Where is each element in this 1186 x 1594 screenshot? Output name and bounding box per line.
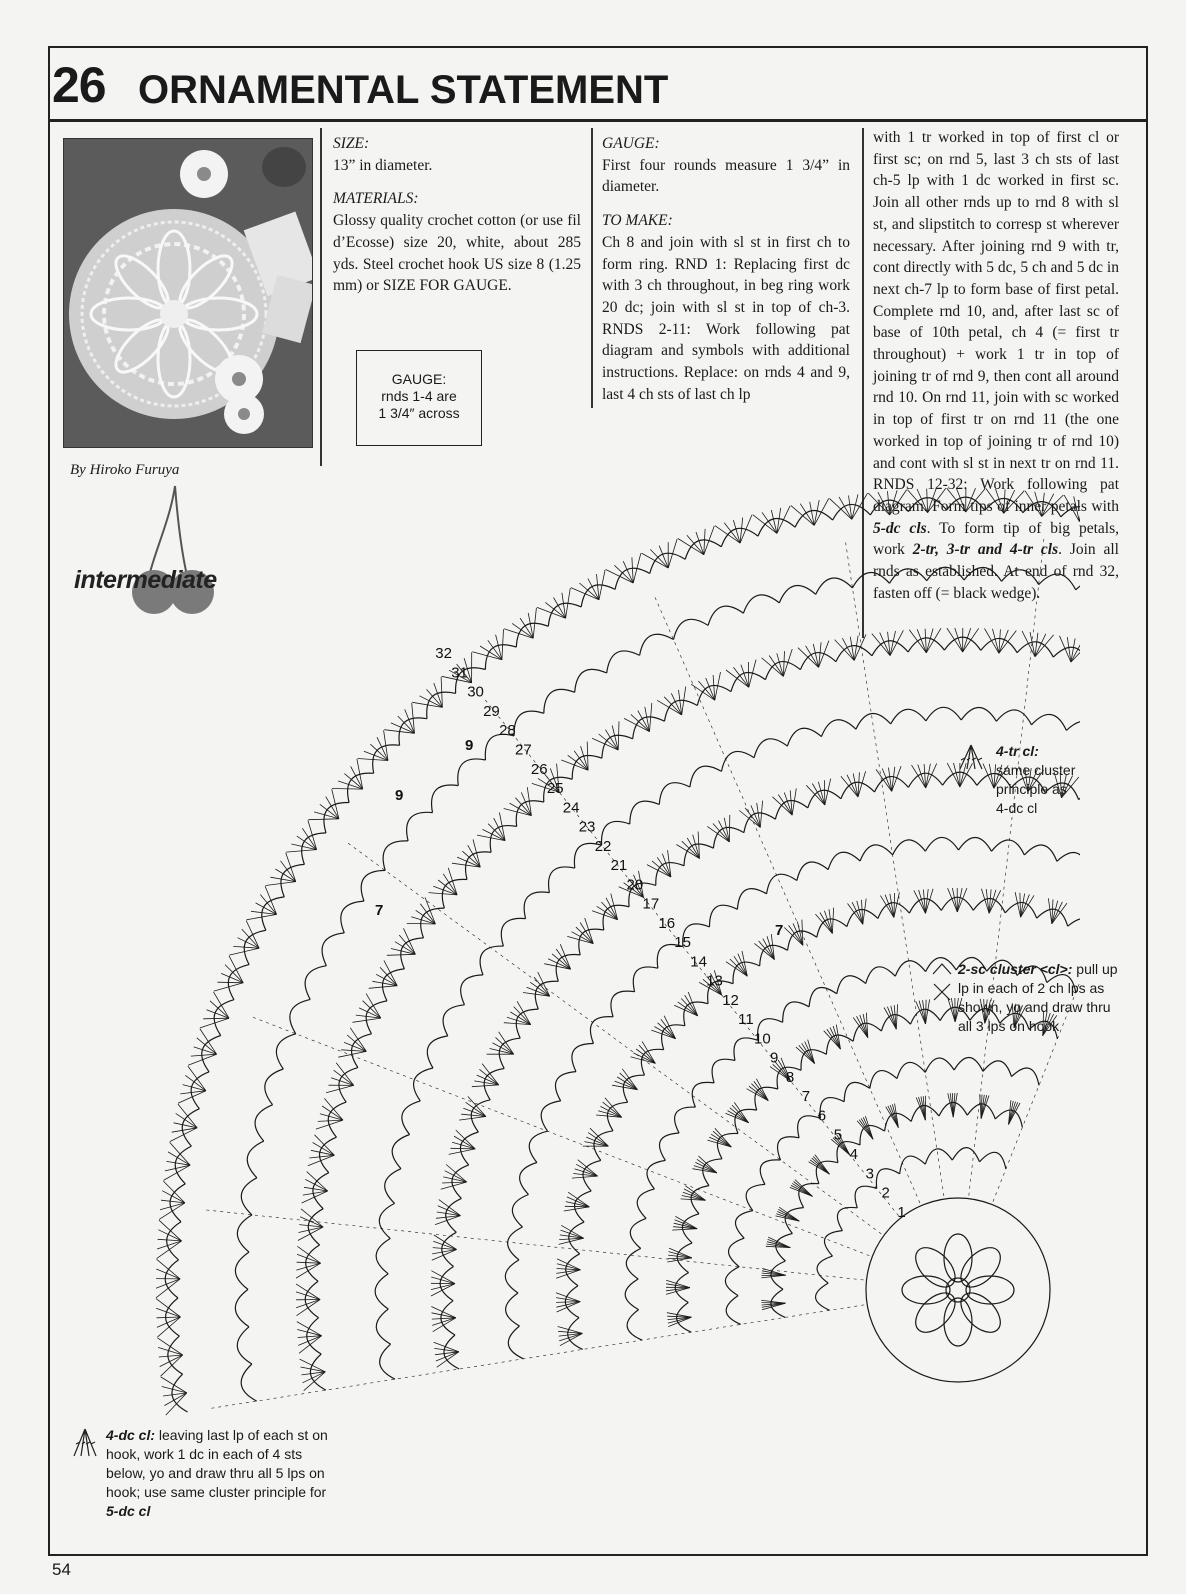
round-label: 21 [610, 857, 628, 875]
legend-4tr-line1: same cluster [996, 762, 1076, 778]
round-label: 13 [706, 972, 723, 990]
round-label: 17 [642, 895, 660, 913]
title-rule [48, 119, 1148, 122]
round-label: 20 [626, 876, 644, 894]
round-label: 22 [594, 837, 612, 855]
doily-photo [63, 138, 313, 448]
legend-2sc-cluster [930, 960, 1125, 1036]
to-make-text: Ch 8 and join with sl st in first ch to form ring. RND 1: Replacing first dc with 3 ch throughout, in beg ring work 20 dc; join with sl st in top of ch-3. RNDS 2-11: Work following pat diagram and symbols with additional instructions. Replace: on rnds 4 and 9, last 4 ch sts of last ch lp [602, 233, 850, 403]
round-label: 31 [451, 664, 468, 682]
page-number: 54 [52, 1560, 71, 1579]
legend-4dc-bold: 5-dc cl [106, 1503, 151, 1519]
petal-mark: 9 [465, 737, 474, 754]
legend-2sc-name: 2-sc cluster <cl>: [958, 961, 1073, 977]
round-label: 12 [722, 991, 739, 1009]
round-label: 3 [865, 1165, 874, 1183]
petal-mark: 7 [775, 922, 784, 939]
designer-credit: By Hiroko Furuya [70, 462, 180, 478]
materials-text: Glossy quality crochet cotton (or use fil d’Ecosse) size 20, white, about 285 yds. Steel crochet hook US size 8 (1.25 mm) or SIZE FOR GAUGE. [333, 212, 581, 295]
size-text: 13” in diameter. [333, 156, 433, 174]
skill-level-label: intermediate [74, 566, 217, 594]
gauge-box-line1: GAUGE: [391, 371, 447, 387]
round-label: 5 [833, 1126, 843, 1144]
continued-text-c: . Join all rnds as established. At end of rnd 32, fasten off (= black wedge). [873, 541, 1119, 602]
gauge-to-make-column [602, 133, 850, 405]
petal-mark: 9 [395, 787, 404, 804]
legend-2sc-text: pull up lp in each of 2 ch lps as shown, yo and draw thru all 3 lps on hook [958, 961, 1118, 1034]
materials-heading: MATERIALS: [333, 190, 419, 208]
legend-4dc-text: leaving last lp of each st on hook, work 1 dc in each of 4 sts below, yo and draw thru all 5 lps on hook; use same cluster principle for [106, 1427, 328, 1500]
round-label: 23 [578, 818, 596, 836]
continued-text-a: with 1 tr worked in top of first cl or first sc; on rnd 5, last 3 ch sts of last ch-5 lp with 1 dc worked in first sc. Join all other rnds up to rnd 8 with sl st, and slipstitch to corresp st wherever necessary. After joining rnd 9 with tr, cont directly with 5 dc, 5 ch and 5 dc in next ch-7 lp to form base of first petal. Complete rnd 10, and, after last sc of base of 10th petal, ch 4 (= first tr throughout) + work 1 tr in top of joining tr of rnd 9, then cont all around rnd 10. On rnd 11, join with sc worked in top of first tr on rnd 11 (the one worked in top of joining tr of rnd 10) and cont with sl st in next tr on rnd 11. RNDS 12-32: Work following pat diagram. Form tips of inner petals with [873, 129, 1119, 515]
continued-bold-a: 5-dc cls [873, 519, 927, 537]
round-label: 14 [690, 953, 707, 971]
size-materials-column [333, 133, 581, 297]
legend-4tr-line2: principle as [996, 781, 1067, 797]
pattern-number: 26 [52, 57, 106, 113]
round-label: 27 [515, 741, 532, 759]
legend-4tr-name: 4-tr cl: [996, 743, 1039, 759]
sc-cluster-icon [930, 960, 954, 1004]
round-label: 4 [849, 1146, 858, 1163]
size-heading: SIZE: [333, 135, 370, 152]
page-title: ORNAMENTAL STATEMENT [138, 68, 669, 112]
dc-cluster-icon [70, 1426, 100, 1460]
gauge-box-line2: rnds 1-4 are [381, 388, 457, 404]
continued-text-b: . To form tip of big petals, work [873, 519, 1119, 559]
column-rule [591, 128, 593, 408]
legend-4dc-cluster [70, 1426, 332, 1521]
round-label: 15 [674, 934, 691, 952]
round-label: 25 [546, 780, 564, 797]
round-label: 30 [467, 683, 484, 701]
legend-4dc-name: 4-dc cl: [106, 1427, 156, 1443]
round-label: 32 [435, 645, 452, 663]
round-label: 6 [817, 1107, 827, 1125]
round-label: 16 [658, 914, 676, 932]
round-label: 26 [530, 760, 548, 778]
continued-bold-b: 2-tr, 3-tr and 4-tr cls [912, 541, 1059, 559]
round-label: 11 [738, 1011, 754, 1029]
to-make-heading: TO MAKE: [602, 212, 673, 230]
gauge-text: First four rounds measure 1 3/4” in diameter. [602, 156, 850, 196]
round-label: 2 [881, 1184, 890, 1202]
round-label: 1 [897, 1203, 906, 1221]
tr-cluster-icon [956, 742, 986, 772]
round-label: 7 [801, 1088, 811, 1106]
round-label: 28 [499, 722, 516, 740]
gauge-heading: GAUGE: [602, 135, 660, 152]
round-label: 8 [785, 1069, 795, 1086]
round-label: 24 [562, 799, 580, 817]
round-label: 10 [754, 1030, 771, 1048]
gauge-box-line3: 1 3/4″ across [378, 405, 460, 421]
petal-mark: 7 [375, 902, 384, 919]
round-label: 9 [770, 1049, 779, 1067]
round-label: 29 [483, 703, 500, 720]
legend-4tr-cluster [956, 742, 1106, 818]
legend-4tr-line3: 4-dc cl [996, 800, 1038, 816]
